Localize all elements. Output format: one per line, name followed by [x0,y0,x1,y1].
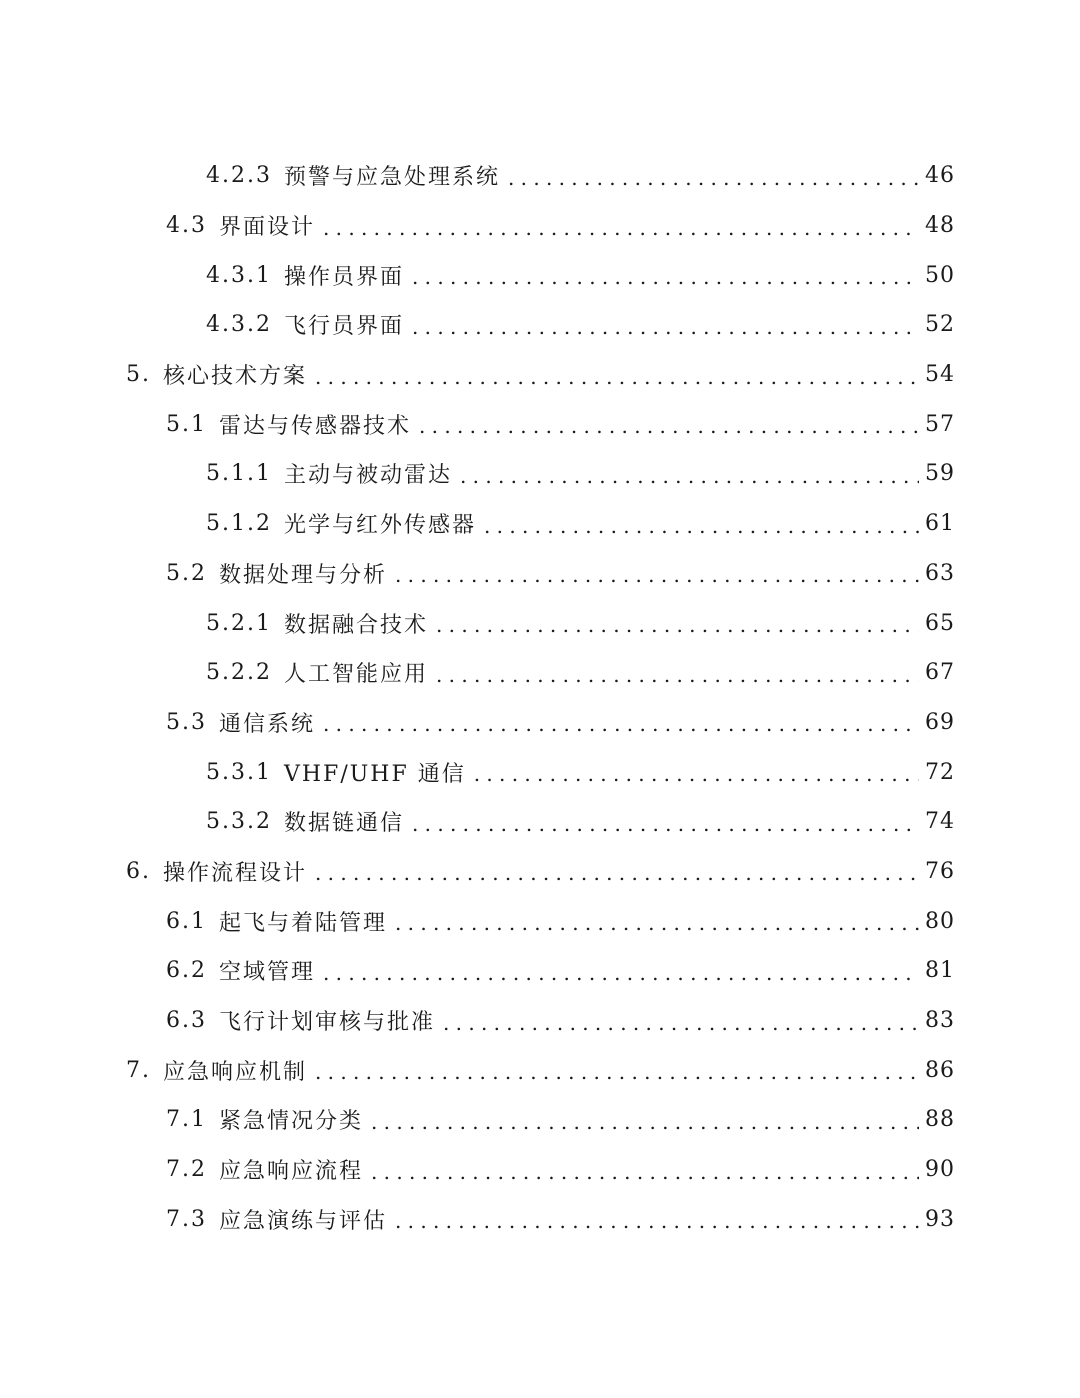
toc-entry-5-3-2[interactable] [0,797,1080,847]
toc-entry-title: 操作流程设计 [163,860,308,886]
toc-entry-number: 7.3 [166,1206,207,1232]
toc-entry-title: 预警与应急处理系统 [283,165,500,191]
toc-dot-leader [323,714,919,734]
toc-entry-6-3[interactable] [0,996,1080,1046]
toc-entry-number: 6.2 [166,958,207,984]
toc-dot-leader [412,317,919,337]
toc-dot-leader [323,218,919,238]
toc-entry-title: 起飞与着陆管理 [219,910,388,936]
toc-entry-page: 69 [925,709,955,735]
toc-entry-title: 飞行计划审核与批准 [219,1010,436,1036]
toc-entry-title: 飞行员界面 [283,314,404,340]
toc-dot-leader [474,764,919,784]
toc-dot-leader [371,1162,919,1182]
toc-entry-6-1[interactable] [0,896,1080,946]
toc-dot-leader [412,814,919,834]
toc-entry-number: 5.1 [166,411,207,437]
toc-dot-leader [371,1112,919,1132]
toc-entry-4-3-1[interactable] [0,250,1080,300]
toc-entry-page: 67 [925,660,955,686]
toc-entry-5-2-1[interactable] [0,598,1080,648]
toc-entry-number: 6.1 [166,908,207,934]
toc-entry-5[interactable] [0,350,1080,400]
toc-entry-page: 48 [925,213,955,239]
toc-entry-page: 74 [925,809,955,835]
toc-entry-page: 61 [925,511,955,537]
toc-entry-page: 72 [925,759,955,785]
toc-entry-number: 5.1.2 [206,511,272,537]
toc-entry-number: 6.3 [166,1008,207,1034]
toc-entry-7-1[interactable] [0,1095,1080,1145]
toc-entry-title: 应急演练与评估 [219,1208,388,1234]
toc-entry-5-2[interactable] [0,549,1080,599]
toc-dot-leader [395,1211,919,1231]
toc-entry-title: 数据处理与分析 [219,562,388,588]
toc-entry-number: 4.2.3 [206,163,272,189]
toc-dot-leader [419,416,919,436]
toc-entry-number: 5.3.2 [206,809,272,835]
toc-entry-number: 4.3.1 [206,262,272,288]
toc-entry-page: 88 [925,1107,955,1133]
toc-entry-page: 81 [925,958,955,984]
toc-entry-title: 数据融合技术 [283,612,428,638]
toc-entry-number: 5.2 [166,560,207,586]
toc-entry-6[interactable] [0,847,1080,897]
toc-entry-5-2-2[interactable] [0,648,1080,698]
toc-entry-title: 界面设计 [219,215,316,241]
toc-entry-5-1[interactable] [0,399,1080,449]
toc-entry-number: 5.2.1 [206,610,272,636]
toc-entry-page: 46 [925,163,955,189]
toc-dot-leader [395,565,919,585]
toc-entry-page: 80 [925,908,955,934]
toc-entry-page: 65 [925,610,955,636]
toc-entry-number: 7. [126,1057,151,1083]
toc-entry-title: VHF/UHF 通信 [283,761,466,787]
toc-entry-page: 54 [925,362,955,388]
toc-entry-5-1-1[interactable] [0,449,1080,499]
toc-entry-number: 4.3.2 [206,312,272,338]
toc-entry-5-3[interactable] [0,698,1080,748]
table-of-contents [0,151,1080,1244]
toc-entry-title: 操作员界面 [283,264,404,290]
toc-dot-leader [484,516,919,536]
toc-entry-number: 4.3 [166,213,207,239]
toc-entry-5-1-2[interactable] [0,499,1080,549]
toc-entry-number: 5.2.2 [206,660,272,686]
toc-entry-page: 90 [925,1157,955,1183]
toc-entry-page: 52 [925,312,955,338]
toc-dot-leader [443,1013,919,1033]
toc-dot-leader [315,863,919,883]
toc-entry-number: 5.3.1 [206,759,272,785]
toc-dot-leader [436,615,919,635]
toc-entry-page: 86 [925,1057,955,1083]
toc-entry-page: 63 [925,560,955,586]
toc-entry-7-3[interactable] [0,1194,1080,1244]
toc-entry-page: 76 [925,858,955,884]
toc-dot-leader [412,267,919,287]
toc-entry-title: 应急响应流程 [219,1159,364,1185]
toc-entry-4-3[interactable] [0,201,1080,251]
toc-dot-leader [315,1062,919,1082]
toc-entry-number: 7.2 [166,1157,207,1183]
toc-entry-7[interactable] [0,1045,1080,1095]
toc-entry-page: 57 [925,411,955,437]
toc-entry-number: 5.3 [166,709,207,735]
toc-dot-leader [315,367,919,387]
toc-entry-page: 83 [925,1008,955,1034]
toc-entry-7-2[interactable] [0,1145,1080,1195]
toc-entry-number: 7.1 [166,1107,207,1133]
toc-dot-leader [460,466,919,486]
toc-entry-6-2[interactable] [0,946,1080,996]
toc-entry-title: 应急响应机制 [163,1059,308,1085]
toc-entry-title: 人工智能应用 [283,662,428,688]
toc-entry-title: 光学与红外传感器 [283,513,476,539]
toc-entry-page: 59 [925,461,955,487]
toc-entry-page: 50 [925,262,955,288]
toc-dot-leader [323,963,919,983]
toc-entry-title: 雷达与传感器技术 [219,413,412,439]
toc-entry-4-3-2[interactable] [0,300,1080,350]
toc-dot-leader [436,665,919,685]
toc-entry-page: 93 [925,1206,955,1232]
toc-entry-title: 通信系统 [219,711,316,737]
toc-entry-title: 主动与被动雷达 [283,463,452,489]
toc-entry-number: 6. [126,858,151,884]
toc-entry-4-2-3[interactable] [0,151,1080,201]
toc-entry-number: 5. [126,362,151,388]
toc-entry-title: 数据链通信 [283,811,404,837]
toc-entry-5-3-1[interactable] [0,747,1080,797]
toc-entry-title: 核心技术方案 [163,364,308,390]
toc-dot-leader [508,168,919,188]
toc-entry-title: 紧急情况分类 [219,1109,364,1135]
toc-entry-title: 空域管理 [219,960,316,986]
toc-entry-number: 5.1.1 [206,461,272,487]
toc-dot-leader [395,913,919,933]
